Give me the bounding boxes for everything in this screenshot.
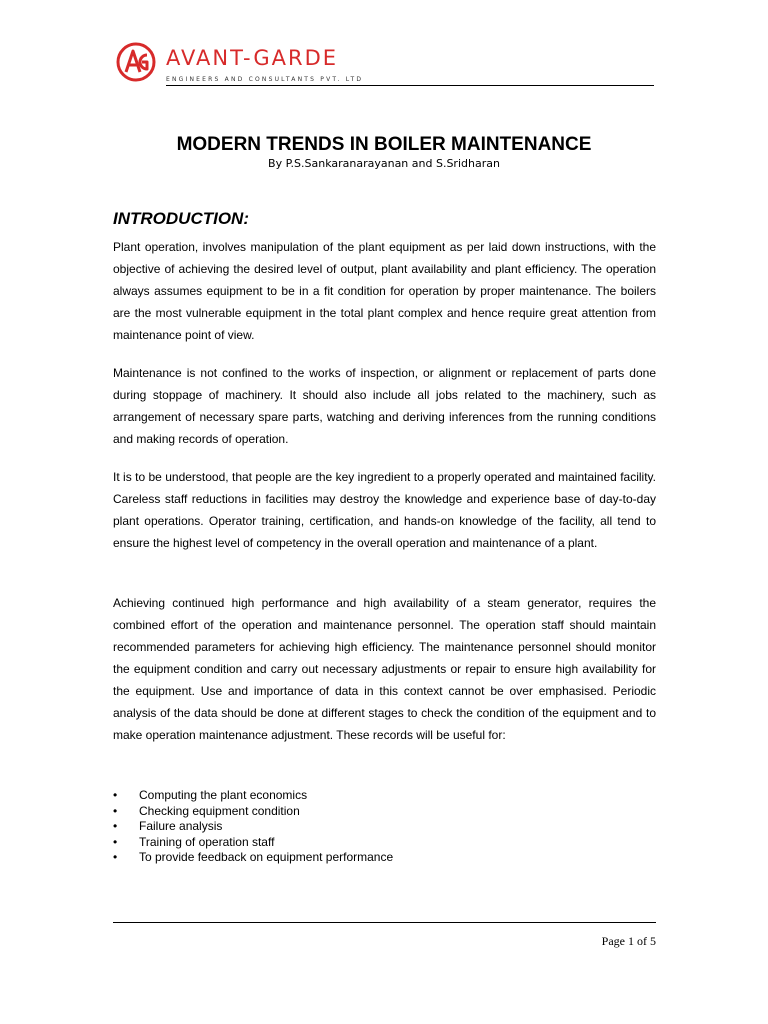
list-item-text: Computing the plant economics xyxy=(139,788,308,802)
list-item-text: Training of operation staff xyxy=(139,834,275,849)
company-tagline: ENGINEERS AND CONSULTANTS PVT. LTD xyxy=(166,76,364,83)
company-logo xyxy=(116,42,156,82)
list-item xyxy=(113,850,393,866)
page-number: Page 1 of 5 xyxy=(601,934,656,948)
document-authors: By P.S.Sankaranarayanan and S.Sridharan xyxy=(268,157,500,170)
company-name: AVANT-GARDE xyxy=(166,46,339,70)
list-item-text: Checking equipment condition xyxy=(139,803,300,818)
list-item-text: To provide feedback on equipment performance xyxy=(139,850,394,864)
header-divider xyxy=(166,85,654,86)
paragraph-4: Achieving continued high performance and high availability of a steam generator, requires the combined effort of the operation and maintenance personnel. The operation staff should maintain recommended parameters for achieving high efficiency. The maintenance personnel should monitor the equipment condition and carry out necessary adjustments or repair to ensure high availability for the equipment. Use and importance of data in this context cannot be over emphasised. Periodic analysis of the data should be done at different stages to check the condition of the equipment and to make operation maintenance adjustment. These records will be useful for: xyxy=(113,596,656,742)
list-item-text: Failure analysis xyxy=(139,819,223,833)
bullet-icon: • xyxy=(113,803,118,818)
paragraph-1: Plant operation, involves manipulation of the plant equipment as per laid down instructions, with the objective of achieving the desired level of output, plant availability and plant efficiency. The operation always assumes equipment to be in a fit condition for operation by proper maintenance. The boilers are the most vulnerable equipment in the total plant complex and hence require great attention from maintenance point of view. xyxy=(113,240,656,342)
paragraph-2: Maintenance is not confined to the works of inspection, or alignment or replacement of parts done during stoppage of machinery. It should also include all jobs related to the machinery, such as arrangement of necessary spare parts, watching and deriving inferences from the running conditions and making records of operation. xyxy=(113,366,656,446)
paragraph-3: It is to be understood, that people are the key ingredient to a properly operated and maintained facility. Careless staff reductions in facilities may destroy the knowledge and experience base of day-to-day plant operations. Operator training, certification, and hands-on knowledge of the facility, all tend to ensure the highest level of competency in the overall operation and maintenance of a plant. xyxy=(113,470,656,550)
document-title: MODERN TRENDS IN BOILER MAINTENANCE xyxy=(176,134,592,155)
bullet-list xyxy=(113,788,393,866)
bullet-icon: • xyxy=(113,788,118,802)
list-item xyxy=(113,804,393,820)
bullet-icon: • xyxy=(113,819,118,833)
list-item xyxy=(113,835,393,851)
footer-divider xyxy=(113,922,656,923)
bullet-icon: • xyxy=(113,834,118,849)
list-item xyxy=(113,819,393,835)
bullet-icon: • xyxy=(113,850,118,864)
list-item xyxy=(113,788,393,804)
section-heading: INTRODUCTION: xyxy=(113,209,249,228)
